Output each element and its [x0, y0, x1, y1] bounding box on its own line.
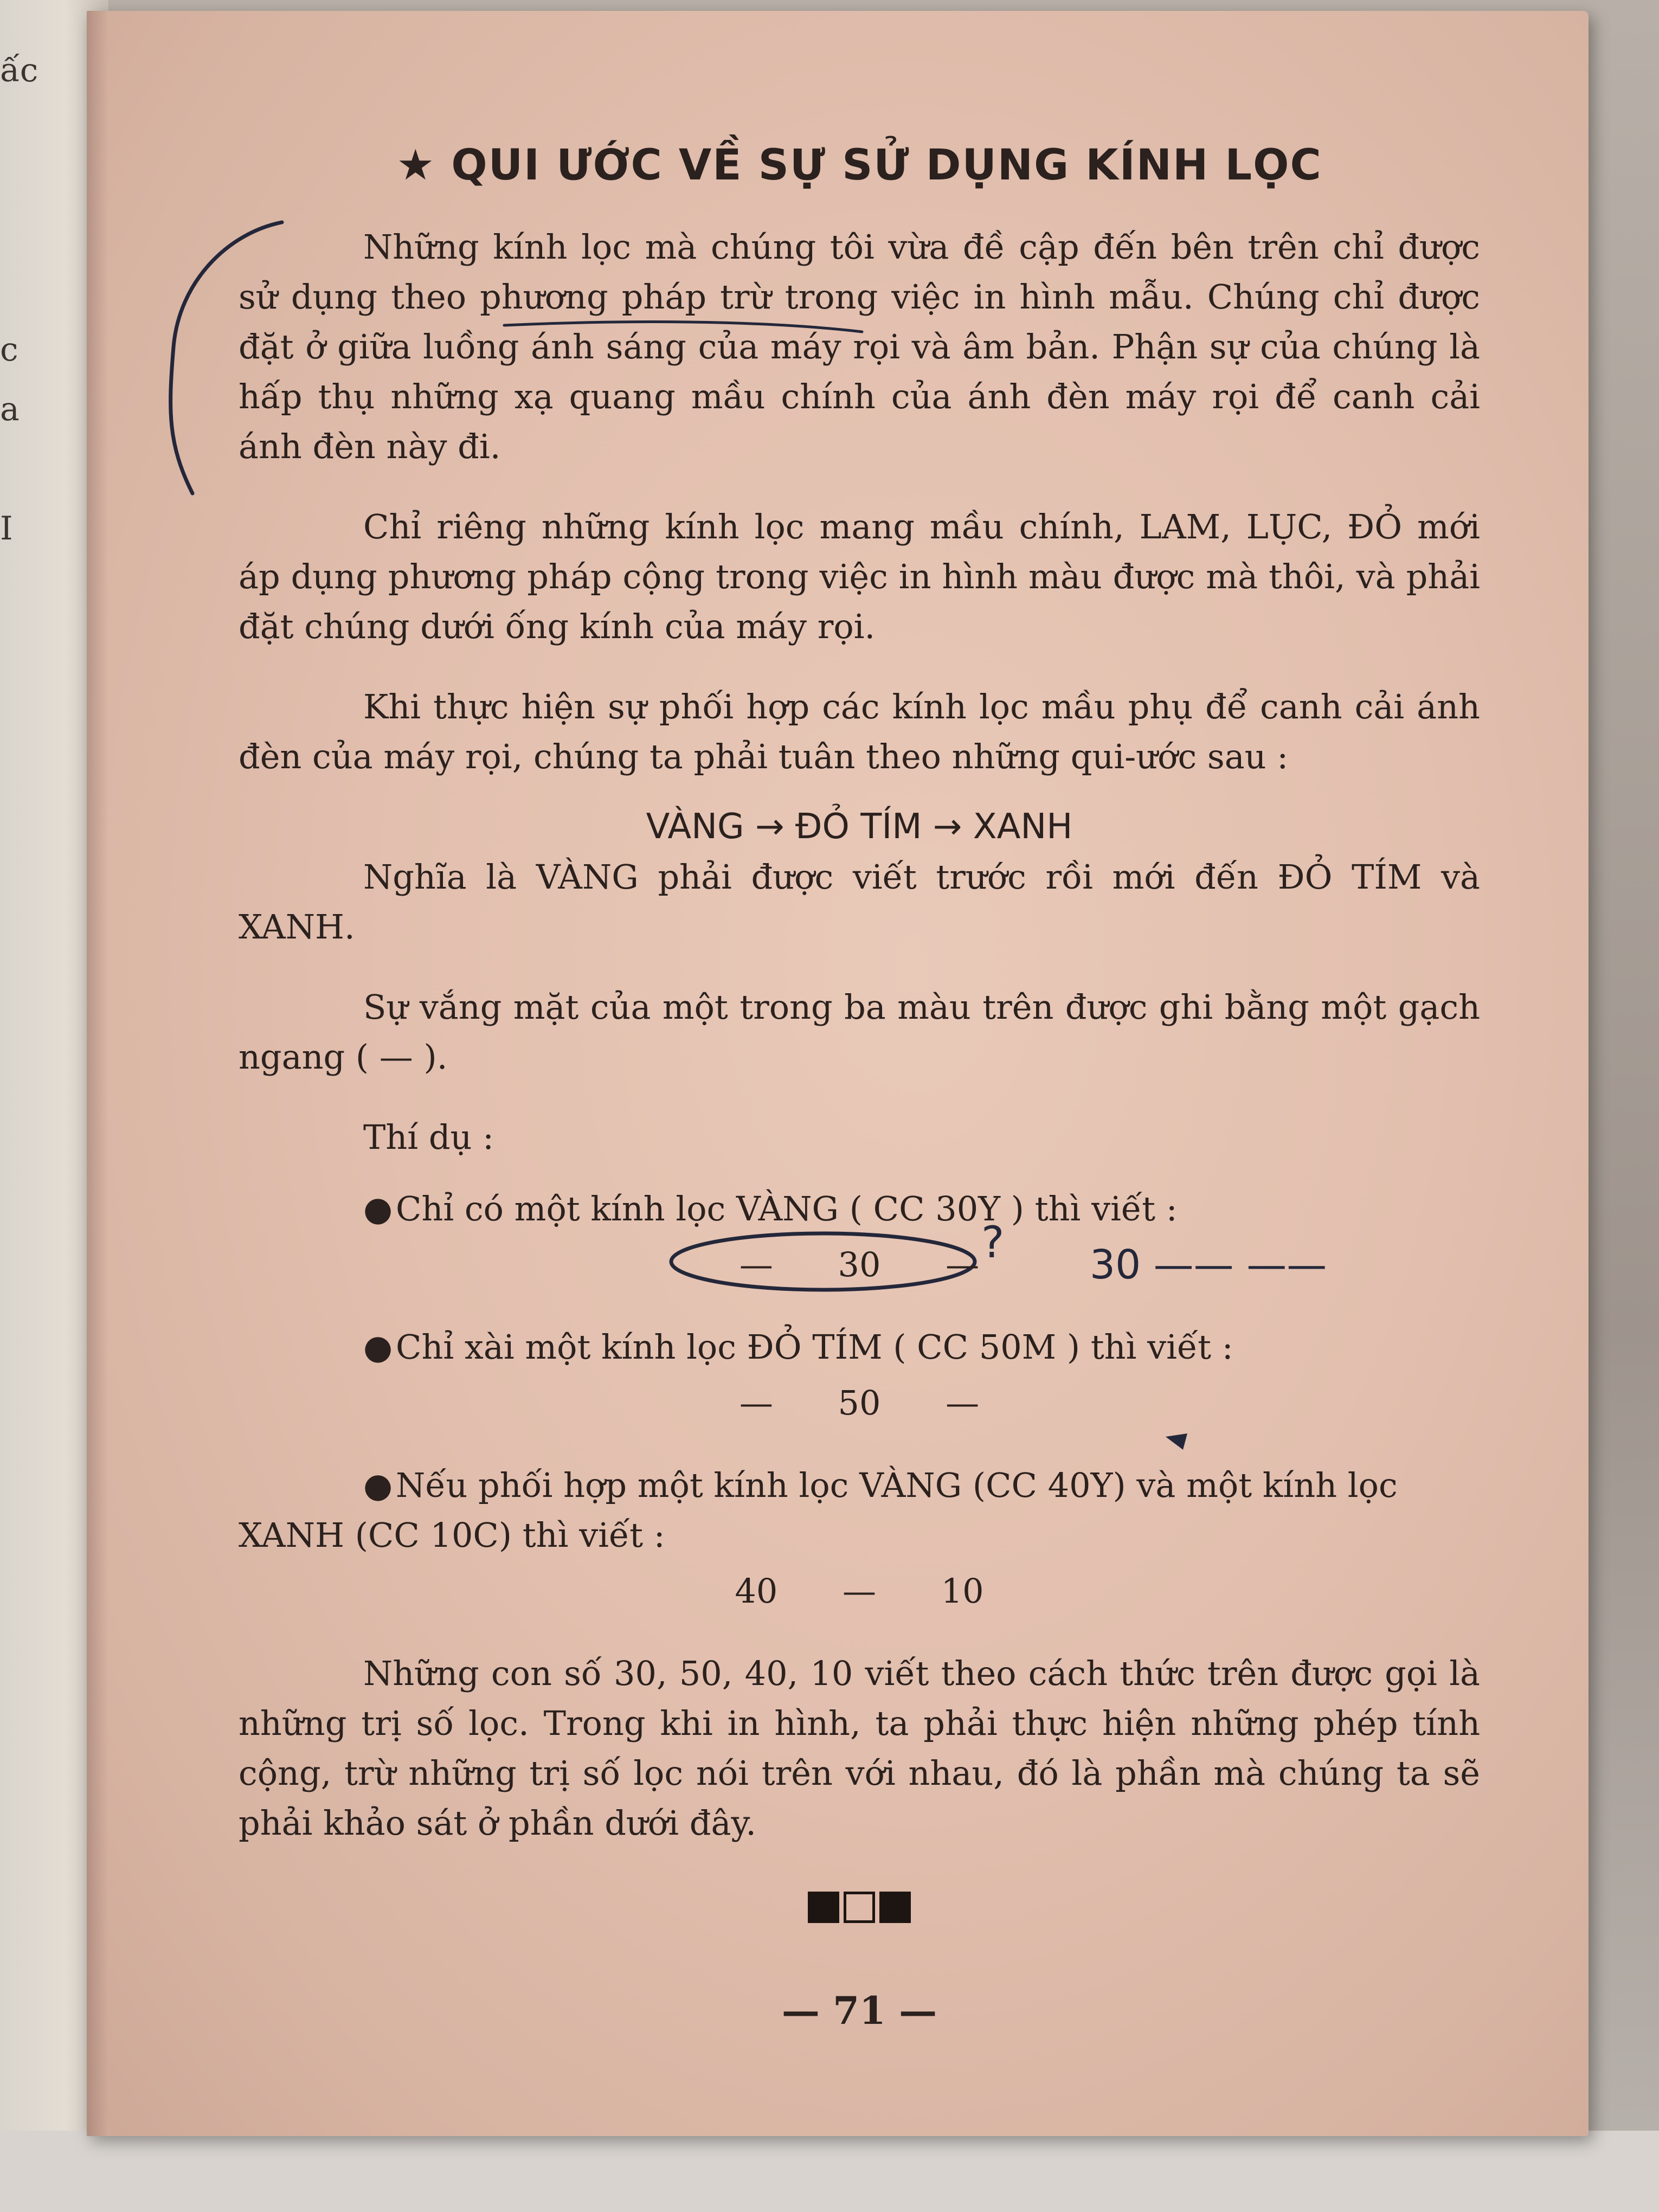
example-text: Chỉ xài một kính lọc ĐỎ TÍM ( CC 50M ) thì viết :	[396, 1327, 1233, 1367]
left-page-fragment: ấc	[0, 52, 38, 89]
example-formula	[239, 1571, 1480, 1611]
example-item	[239, 1322, 1480, 1372]
paragraph-2: Chỉ riêng những kính lọc mang mầu chính, LAM, LỤC, ĐỎ mới áp dụng phương pháp cộng trong việc in hình màu được mà thôi, và phải đặt chúng dưới ống kính của máy rọi.	[239, 507, 1480, 646]
paragraph-4: Nghĩa là VÀNG phải được viết trước rồi mới đến ĐỎ TÍM và XANH.	[239, 857, 1480, 947]
bullet-icon: ●	[363, 1327, 393, 1367]
formula-part: —	[946, 1383, 980, 1423]
formula-part: 30	[838, 1245, 881, 1284]
paragraph-3: Khi thực hiện sự phối hợp các kính lọc mầu phụ để canh cải ánh đèn của máy rọi, chúng ta phải tuân theo những qui-ước sau :	[239, 687, 1480, 776]
page-content	[239, 141, 1480, 2033]
page-title: ★ QUI ƯỚC VỀ SỰ SỬ DỤNG KÍNH LỌC	[396, 141, 1322, 190]
filled-square-icon	[808, 1892, 839, 1923]
formula-part: —	[739, 1383, 773, 1423]
section-ornament	[239, 1892, 1480, 1923]
formula-part: 40	[735, 1571, 778, 1611]
example-text: Chỉ có một kính lọc VÀNG ( CC 30Y ) thì viết :	[396, 1189, 1178, 1229]
example-formula	[239, 1245, 1480, 1284]
example-text: Nếu phối hợp một kính lọc VÀNG (CC 40Y) và một kính lọc XANH (CC 10C) thì viết :	[239, 1465, 1398, 1555]
paragraph-6: Những con số 30, 50, 40, 10 viết theo cách thức trên được gọi là những trị số lọc. Trong khi in hình, ta phải thực hiện những phép tính cộng, trừ những trị số lọc nói trên với nhau, đó là phần mà chúng ta sẽ phải khảo sát ở phần dưới đây.	[239, 1654, 1480, 1843]
empty-square-icon	[844, 1892, 875, 1923]
formula-part: —	[739, 1245, 773, 1284]
page-number: — 71 —	[781, 1988, 937, 2033]
example-label: Thí dụ :	[363, 1117, 494, 1157]
handwritten-question-mark: ?	[981, 1217, 1005, 1268]
color-sequence: VÀNG → ĐỎ TÍM → XANH	[646, 807, 1073, 847]
bullet-icon: ●	[363, 1189, 393, 1229]
left-page-fragment: c	[0, 331, 18, 369]
left-page-fragment: a	[0, 390, 20, 428]
formula-part: —	[946, 1245, 980, 1284]
example-item	[239, 1184, 1480, 1234]
handwritten-note: 30 —— ——	[1090, 1242, 1327, 1288]
paragraph-5: Sự vắng mặt của một trong ba màu trên được ghi bằng một gạch ngang ( — ).	[239, 987, 1480, 1077]
formula-part: 10	[941, 1571, 984, 1611]
formula-part: —	[843, 1571, 876, 1611]
paragraph-1: Những kính lọc mà chúng tôi vừa đề cập đến bên trên chỉ được sử dụng theo phương pháp trừ trong việc in hình mẫu. Chúng chỉ được đặt ở giữa luồng ánh sáng của máy rọi và âm bản. Phận sự của chúng là hấp thụ những xạ quang mầu chính của ánh đèn máy rọi để canh cải ánh đèn này đi.	[239, 227, 1480, 466]
example-formula	[239, 1383, 1480, 1423]
example-item	[239, 1461, 1480, 1560]
filled-square-icon	[879, 1892, 911, 1923]
formula-part: 50	[838, 1383, 881, 1423]
left-page-fragment: I	[0, 510, 13, 548]
bullet-icon: ●	[363, 1465, 393, 1505]
